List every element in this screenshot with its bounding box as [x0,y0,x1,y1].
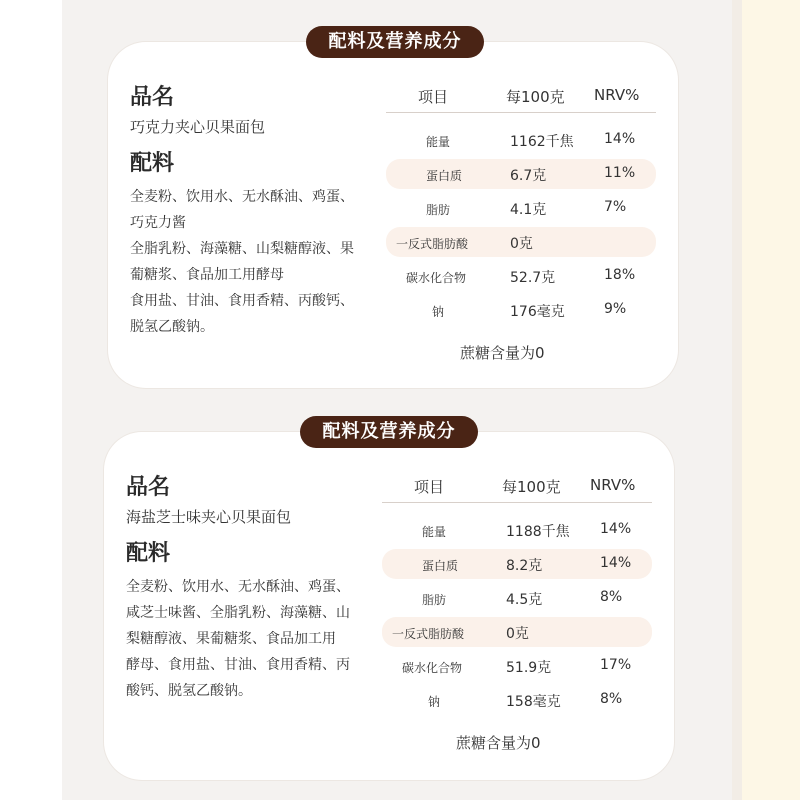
row-nrv: 7% [604,199,627,215]
ingredients-line: 全麦粉、饮用水、无水酥油、鸡蛋、 [126,579,350,595]
table-row [382,515,652,545]
row-item: 钠 [432,305,445,319]
ingredients-line: 咸芝士味酱、全脂乳粉、海藻糖、山 [126,605,350,621]
right-margin [732,0,800,800]
header-per-100g: 每100克 [502,478,561,496]
table-row [386,227,656,257]
sucrose-note: 蔗糖含量为0 [460,344,545,362]
nutrition-card-chocolate [108,31,678,388]
row-nrv: 8% [600,691,623,707]
row-nrv: 14% [604,131,636,147]
row-item: 脂肪 [422,593,447,607]
row-value: 176毫克 [510,304,565,320]
table-row [386,125,656,155]
product-info [126,474,376,704]
table-row [382,617,652,647]
row-item: 脂肪 [426,203,451,217]
ingredients-heading: 配料 [130,151,175,176]
row-item: 一反式脂肪酸 [396,237,469,251]
ingredients-list [126,574,376,704]
nutrition-card-sea-salt-cheese [104,421,674,780]
header-item: 项目 [418,88,449,106]
row-item: 能量 [422,525,447,539]
row-value: 1188千焦 [506,524,570,540]
table-row [386,193,656,223]
ingredients-line: 食用盐、甘油、食用香精、丙酸钙、 [130,293,354,309]
table-row [386,295,656,325]
table-row [382,651,652,681]
product-info [130,84,380,340]
row-value: 158毫克 [506,694,561,710]
row-item: 碳水化合物 [406,271,467,285]
header-nrv: NRV% [594,86,640,104]
row-value: 52.7克 [510,270,556,286]
header-nrv: NRV% [590,476,636,494]
name-heading: 品名 [126,475,171,500]
card-badge: 配料及营养成分 [306,26,484,58]
name-heading: 品名 [130,85,175,110]
ingredients-line: 酸钙、脱氢乙酸钠。 [126,683,252,699]
row-nrv: 8% [600,589,623,605]
row-item: 蛋白质 [426,169,463,183]
table-row [386,261,656,291]
product-name: 海盐芝士味夹心贝果面包 [126,508,292,526]
row-nrv: 18% [604,267,636,283]
row-value: 4.5克 [506,592,543,608]
row-nrv: 9% [604,301,627,317]
ingredients-line: 全麦粉、饮用水、无水酥油、鸡蛋、 [130,189,354,205]
nutrition-table [386,78,656,325]
sucrose-note: 蔗糖含量为0 [456,734,541,752]
right-margin-edge [732,0,742,800]
row-value: 51.9克 [506,660,552,676]
ingredients-line: 酵母、食用盐、甘油、食用香精、丙 [126,657,350,673]
row-value: 1162千焦 [510,134,574,150]
row-value: 6.7克 [510,168,547,184]
row-nrv: 17% [600,657,632,673]
ingredients-line: 脱氢乙酸钠。 [130,319,214,335]
nutrition-table [382,468,652,715]
row-value: 8.2克 [506,558,543,574]
header-item: 项目 [414,478,445,496]
table-row [382,583,652,613]
row-item: 钠 [428,695,441,709]
row-nrv: 11% [604,165,636,181]
card-badge: 配料及营养成分 [300,416,478,448]
ingredients-list [130,184,380,340]
row-item: 一反式脂肪酸 [392,627,465,641]
row-value: 4.1克 [510,202,547,218]
table-header [386,78,656,113]
ingredients-heading: 配料 [126,541,171,566]
row-value: 0克 [510,236,533,252]
row-item: 能量 [426,135,451,149]
ingredients-line: 全脂乳粉、海藻糖、山梨糖醇液、果 [130,241,354,257]
row-nrv: 14% [600,521,632,537]
table-row [382,685,652,715]
row-item: 蛋白质 [422,559,459,573]
product-name: 巧克力夹心贝果面包 [130,118,266,136]
ingredients-line: 梨糖醇液、果葡糖浆、食品加工用 [126,631,336,647]
row-nrv: 14% [600,555,632,571]
left-margin [0,0,62,800]
row-item: 碳水化合物 [402,661,463,675]
header-per-100g: 每100克 [506,88,565,106]
table-header [382,468,652,503]
ingredients-line: 巧克力酱 [130,215,186,231]
table-row [386,159,656,189]
table-row [382,549,652,579]
ingredients-line: 葡糖浆、食品加工用酵母 [130,267,284,283]
row-value: 0克 [506,626,529,642]
